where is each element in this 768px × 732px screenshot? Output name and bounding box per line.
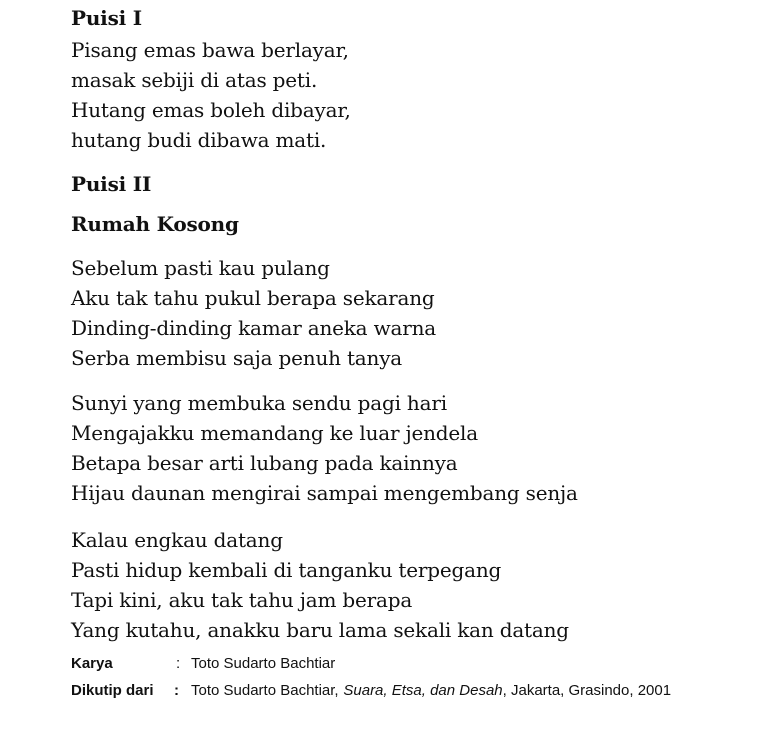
karya-label-text: Karya bbox=[71, 655, 113, 672]
stanza3-line-3: Tapi kini, aku tak tahu jam berapa bbox=[71, 588, 413, 612]
source-separator bbox=[174, 680, 179, 701]
stanza1-line-3: Dinding-dinding kamar aneka warna bbox=[71, 316, 436, 340]
stanza1-line-1: Sebelum pasti kau pulang bbox=[71, 256, 330, 280]
poem1-line-1: Pisang emas bawa berlayar, bbox=[71, 38, 349, 62]
stanza2-line-1: Sunyi yang membuka sendu pagi hari bbox=[71, 391, 447, 415]
stanza3-line-2: Pasti hidup kembali di tanganku terpegang bbox=[71, 558, 502, 582]
stanza2-line-2: Mengajakku memandang ke luar jendela bbox=[71, 421, 478, 445]
source-label-text: Dikutip dari bbox=[71, 682, 154, 699]
poem2-title: Rumah Kosong bbox=[71, 212, 239, 236]
poem1-title: Puisi I bbox=[71, 6, 142, 30]
stanza1-line-2: Aku tak tahu pukul berapa sekarang bbox=[71, 286, 435, 310]
karya-sep-text: : bbox=[176, 655, 181, 672]
karya-value bbox=[191, 653, 335, 674]
karya-separator bbox=[176, 653, 180, 674]
stanza1-line-4: Serba membisu saja penuh tanya bbox=[71, 346, 403, 370]
stanza3-line-4: Yang kutahu, anakku baru lama sekali kan datang bbox=[71, 618, 569, 642]
poem1-line-2: masak sebiji di atas peti. bbox=[71, 68, 318, 92]
poem1-line-4: hutang budi dibawa mati. bbox=[71, 128, 327, 152]
source-sep-text: : bbox=[174, 682, 179, 699]
source-citation bbox=[191, 680, 671, 701]
stanza3-line-1: Kalau engkau datang bbox=[71, 528, 283, 552]
source-author: Toto Sudarto Bachtiar, bbox=[191, 682, 339, 699]
source-label bbox=[71, 680, 154, 701]
karya-label bbox=[71, 653, 113, 674]
karya-value-text: Toto Sudarto Bachtiar bbox=[191, 655, 336, 672]
source-book-title: Suara, Etsa, dan Desah bbox=[343, 682, 503, 699]
poem1-line-3: Hutang emas boleh dibayar, bbox=[71, 98, 351, 122]
stanza2-line-3: Betapa besar arti lubang pada kainnya bbox=[71, 451, 458, 475]
source-rest: , Jakarta, Grasindo, 2001 bbox=[502, 682, 672, 699]
stanza2-line-4: Hijau daunan mengirai sampai mengembang senja bbox=[71, 481, 578, 505]
poem2-label: Puisi II bbox=[71, 172, 152, 196]
